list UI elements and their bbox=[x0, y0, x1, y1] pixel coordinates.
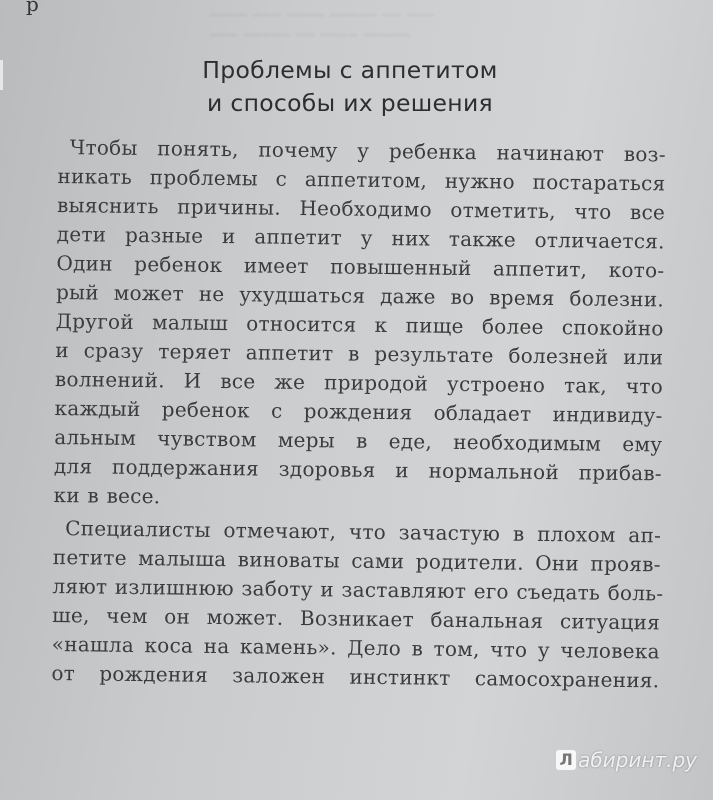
watermark-text: абиринт.ру bbox=[578, 748, 697, 772]
title-line: Проблемы с аппетитом bbox=[202, 56, 498, 84]
labirint-logo-icon: Л bbox=[556, 750, 576, 770]
paragraph-1-line: ки в весе. bbox=[53, 482, 161, 509]
title-line: и способы их решения bbox=[207, 89, 493, 117]
paragraph-1-line: волнений. И все же природой устроено так, что bbox=[54, 366, 664, 399]
bleed-through-text: ──── ─── ──── ───── ── ─── ─── ───── ── ──── ───── bbox=[210, 8, 436, 44]
paragraph-2-line: от рождения заложен инстинкт самосохранения. bbox=[51, 660, 660, 693]
paragraph-1-line: каждый ребенок с рождения обладает индивиду- bbox=[54, 395, 663, 428]
page-edge-character: р bbox=[26, 0, 39, 16]
section-title bbox=[110, 54, 590, 120]
body-text bbox=[51, 133, 666, 695]
paragraph-1-line: выяснить причины. Необходимо отметить, что все bbox=[56, 192, 666, 225]
page-edge-mark bbox=[0, 60, 3, 90]
paragraph-1-line: и сразу теряет аппетит в результате болезней или bbox=[55, 337, 664, 370]
paragraph-1-line: для поддержания здоровья и нормальной прибав- bbox=[53, 453, 663, 486]
paragraph-1-line: Один ребенок имеет повышенный аппетит, кото- bbox=[56, 250, 665, 283]
paragraph-2-line: Специалисты отмечают, что зачастую в плохом ап- bbox=[65, 516, 662, 548]
paragraph-2-line: «нашла коса на камень». Дело в том, что у человека bbox=[51, 631, 660, 664]
paragraph-2-line: ляют излишнюю заботу и заставляют его съедать боль- bbox=[52, 573, 664, 606]
paragraph-1-line: альным чувством меры в еде, необходимым ему bbox=[54, 424, 663, 457]
paragraph-1-line: никать проблемы с аппетитом, нужно постараться bbox=[57, 163, 666, 196]
paragraph-1-line: дети разные и аппетит у них также отличается. bbox=[56, 221, 665, 254]
paragraph-1-line: рый может не ухудшаться даже во время болезни. bbox=[55, 279, 665, 312]
paragraph-2-line: ше, чем он может. Возникает банальная ситуация bbox=[51, 602, 661, 635]
paragraph-2-line: петите малыша виноваты сами родители. Они прояв- bbox=[52, 544, 661, 577]
paragraph-1-line: Чтобы понять, почему у ребенка начинают воз- bbox=[69, 135, 666, 167]
paragraph-1-line: Другой малыш относится к пище более спокойно bbox=[55, 308, 664, 341]
labirint-watermark bbox=[556, 748, 697, 772]
